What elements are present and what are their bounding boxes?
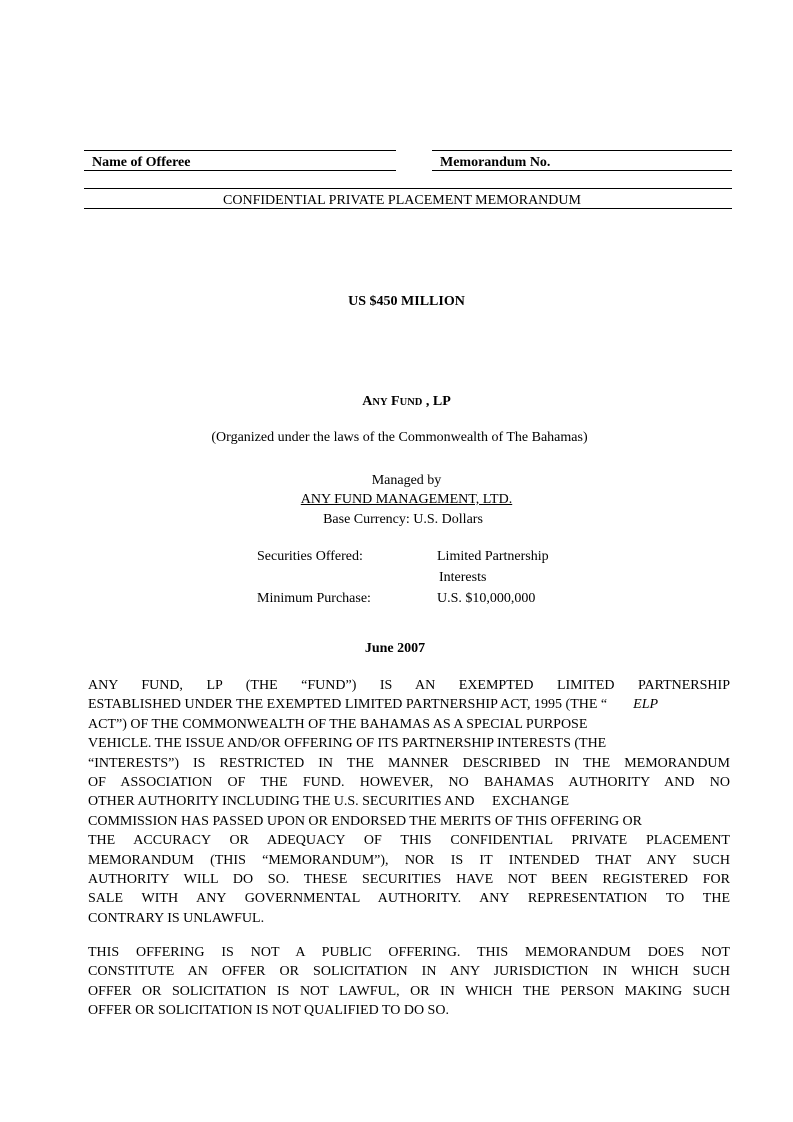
memorandum-no-label: Memorandum No. — [440, 155, 551, 170]
manager-name: ANY FUND MANAGEMENT, LTD. — [300, 492, 513, 507]
p1-line-11: AUTHORITY WILL DO SO. THESE SECURITIES HAVE NOT BEEN REGISTERED FOR — [88, 872, 730, 888]
p2-line-1: THIS OFFERING IS NOT A PUBLIC OFFERING. THIS MEMORANDUM DOES NOT — [88, 945, 730, 960]
p1-line-1: ANY FUND, LP (THE “FUND”) IS AN EXEMPTED LIMITED PARTNERSHIP — [88, 678, 730, 693]
public-offering-paragraph — [88, 943, 730, 1021]
memorandum-date: June 2007 — [364, 641, 426, 656]
elp-act-italic: ELP — [633, 697, 659, 713]
p1-line-10: MEMORANDUM (THIS “MEMORANDUM”), NOR IS IT INTENDED THAT ANY SUCH — [88, 852, 730, 868]
p1-line-7: OTHER AUTHORITY INCLUDING THE U.S. SECURITIES AND EXCHANGE — [88, 794, 570, 810]
p1-line-3: ACT”) OF THE COMMONWEALTH OF THE BAHAMAS AS A SPECIAL PURPOSE — [88, 716, 588, 732]
base-currency: Base Currency: U.S. Dollars — [323, 512, 483, 527]
organized-under: (Organized under the laws of the Commonwealth of The Bahamas) — [211, 430, 588, 445]
offeree-bottom-rule — [84, 170, 396, 171]
document-title: CONFIDENTIAL PRIVATE PLACEMENT MEMORANDUM — [223, 193, 581, 208]
securities-offered-label: Securities Offered: — [257, 549, 363, 564]
name-of-offeree-label: Name of Offeree — [92, 155, 191, 170]
p2-line-3: OFFER OR SOLICITATION IS NOT LAWFUL, OR IN WHICH THE PERSON MAKING SUCH — [88, 983, 730, 999]
p2-line-2: CONSTITUTE AN OFFER OR SOLICITATION IN ANY JURISDICTION IN WHICH SUCH — [88, 964, 730, 980]
securities-offered-value-line2: Interests — [439, 570, 487, 585]
securities-offered-value-line1: Limited Partnership — [437, 549, 549, 564]
p1-line-2: ESTABLISHED UNDER THE EXEMPTED LIMITED PARTNERSHIP ACT, 1995 (THE “ ELP — [88, 697, 659, 713]
p1-line-13: CONTRARY IS UNLAWFUL. — [88, 910, 265, 926]
p1-line-5: “INTERESTS”) IS RESTRICTED IN THE MANNER DESCRIBED IN THE MEMORANDUM — [88, 755, 730, 771]
memo-bottom-rule — [432, 170, 732, 171]
title-top-rule — [84, 188, 732, 189]
minimum-purchase-label: Minimum Purchase: — [257, 591, 371, 606]
p1-line-12: SALE WITH ANY GOVERNMENTAL AUTHORITY. ANY REPRESENTATION TO THE — [88, 891, 730, 907]
p1-line-6: OF ASSOCIATION OF THE FUND. HOWEVER, NO BAHAMAS AUTHORITY AND NO — [88, 775, 730, 791]
memo-top-rule — [432, 150, 732, 151]
legal-disclaimer-paragraph — [88, 676, 730, 928]
offering-amount: US $450 MILLION — [348, 294, 465, 309]
p2-line-4: OFFER OR SOLICITATION IS NOT QUALIFIED TO DO SO. — [88, 1003, 449, 1019]
offeree-top-rule — [84, 150, 396, 151]
minimum-purchase-value: U.S. $10,000,000 — [437, 591, 536, 606]
title-bottom-rule — [84, 208, 732, 209]
p1-line-9: THE ACCURACY OR ADEQUACY OF THIS CONFIDENTIAL PRIVATE PLACEMENT — [88, 833, 730, 849]
p1-line-4: VEHICLE. THE ISSUE AND/OR OFFERING OF ITS PARTNERSHIP INTERESTS (THE — [88, 736, 607, 752]
p1-line-8: COMMISSION HAS PASSED UPON OR ENDORSED THE MERITS OF THIS OFFERING OR — [88, 813, 643, 829]
fund-name: ANY FUND , LP — [362, 394, 451, 409]
managed-by: Managed by — [371, 473, 442, 488]
